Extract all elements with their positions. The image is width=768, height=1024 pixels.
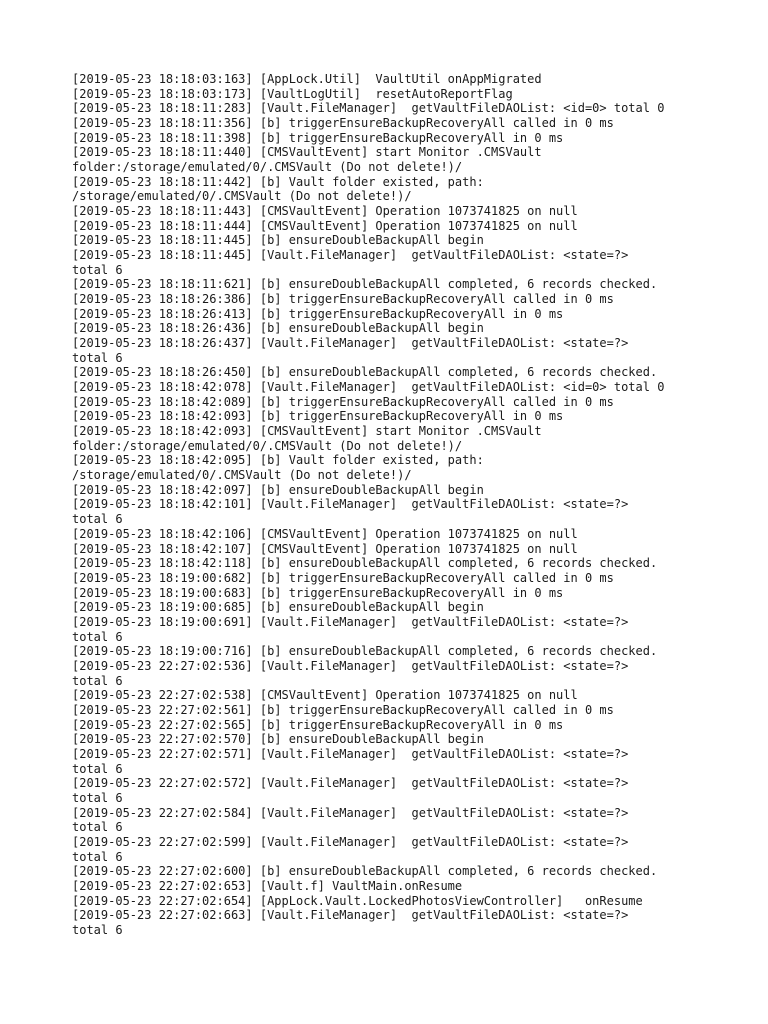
log-line: [2019-05-23 22:27:02:654] [AppLock.Vault.LockedPhotosViewController] onResume bbox=[72, 893, 643, 908]
log-line: total 6 bbox=[72, 673, 123, 688]
log-line: total 6 bbox=[72, 922, 123, 937]
log-line: [2019-05-23 18:18:42:107] [CMSVaultEvent] Operation 1073741825 on null bbox=[72, 541, 578, 556]
log-line: [2019-05-23 22:27:02:571] [Vault.FileManager] getVaultFileDAOList: <state=?> bbox=[72, 746, 629, 761]
log-line: [2019-05-23 18:18:03:163] [AppLock.Util] VaultUtil onAppMigrated bbox=[72, 72, 542, 86]
log-line: [2019-05-23 18:18:42:093] [CMSVaultEvent] start Monitor .CMSVault bbox=[72, 424, 542, 439]
log-line: [2019-05-23 18:18:42:118] [b] ensureDoubleBackupAll completed, 6 records checked. bbox=[72, 556, 658, 571]
log-line: total 6 bbox=[72, 849, 123, 864]
log-line: [2019-05-23 18:18:26:386] [b] triggerEnsureBackupRecoveryAll called in 0 ms bbox=[72, 292, 614, 307]
log-line: [2019-05-23 18:18:11:445] [Vault.FileManager] getVaultFileDAOList: <state=?> bbox=[72, 248, 629, 263]
log-line: [2019-05-23 22:27:02:565] [b] triggerEnsureBackupRecoveryAll in 0 ms bbox=[72, 717, 564, 732]
log-line: [2019-05-23 18:18:11:444] [CMSVaultEvent] Operation 1073741825 on null bbox=[72, 218, 578, 233]
log-line: /storage/emulated/0/.CMSVault (Do not delete!)/ bbox=[72, 189, 412, 204]
log-line: [2019-05-23 22:27:02:599] [Vault.FileManager] getVaultFileDAOList: <state=?> bbox=[72, 834, 629, 849]
log-line: [2019-05-23 18:18:26:413] [b] triggerEnsureBackupRecoveryAll in 0 ms bbox=[72, 306, 564, 321]
log-line: [2019-05-23 18:18:26:436] [b] ensureDoubleBackupAll begin bbox=[72, 321, 484, 336]
log-line: [2019-05-23 18:18:11:443] [CMSVaultEvent] Operation 1073741825 on null bbox=[72, 204, 578, 219]
log-line: total 6 bbox=[72, 820, 123, 835]
log-line: [2019-05-23 18:18:11:398] [b] triggerEnsureBackupRecoveryAll in 0 ms bbox=[72, 130, 564, 145]
log-line: total 6 bbox=[72, 629, 123, 644]
log-line: [2019-05-23 18:18:42:101] [Vault.FileManager] getVaultFileDAOList: <state=?> bbox=[72, 497, 629, 512]
log-line: [2019-05-23 18:19:00:691] [Vault.FileManager] getVaultFileDAOList: <state=?> bbox=[72, 614, 629, 629]
log-line: [2019-05-23 18:18:03:173] [VaultLogUtil] resetAutoReportFlag bbox=[72, 86, 513, 101]
log-line: [2019-05-23 22:27:02:570] [b] ensureDoubleBackupAll begin bbox=[72, 732, 484, 747]
log-document bbox=[72, 72, 712, 938]
log-line: [2019-05-23 22:27:02:561] [b] triggerEnsureBackupRecoveryAll called in 0 ms bbox=[72, 702, 614, 717]
log-line: total 6 bbox=[72, 761, 123, 776]
log-line: [2019-05-23 22:27:02:536] [Vault.FileManager] getVaultFileDAOList: <state=?> bbox=[72, 658, 629, 673]
log-line: [2019-05-23 18:18:42:089] [b] triggerEnsureBackupRecoveryAll called in 0 ms bbox=[72, 394, 614, 409]
log-line: [2019-05-23 18:18:11:356] [b] triggerEnsureBackupRecoveryAll called in 0 ms bbox=[72, 116, 614, 131]
log-line: [2019-05-23 18:18:42:078] [Vault.FileManager] getVaultFileDAOList: <id=0> total 0 bbox=[72, 380, 665, 395]
log-line: /storage/emulated/0/.CMSVault (Do not delete!)/ bbox=[72, 468, 412, 483]
log-line: [2019-05-23 18:18:26:437] [Vault.FileManager] getVaultFileDAOList: <state=?> bbox=[72, 336, 629, 351]
log-line: [2019-05-23 22:27:02:538] [CMSVaultEvent] Operation 1073741825 on null bbox=[72, 688, 578, 703]
log-line: [2019-05-23 18:18:42:093] [b] triggerEnsureBackupRecoveryAll in 0 ms bbox=[72, 409, 564, 424]
log-line: total 6 bbox=[72, 350, 123, 365]
log-line: [2019-05-23 22:27:02:653] [Vault.f] VaultMain.onResume bbox=[72, 878, 463, 893]
log-line: [2019-05-23 22:27:02:572] [Vault.FileManager] getVaultFileDAOList: <state=?> bbox=[72, 776, 629, 791]
log-line: [2019-05-23 18:18:11:440] [CMSVaultEvent] start Monitor .CMSVault bbox=[72, 145, 542, 160]
log-line: [2019-05-23 18:18:26:450] [b] ensureDoubleBackupAll completed, 6 records checked. bbox=[72, 365, 658, 380]
log-line: [2019-05-23 18:18:11:283] [Vault.FileManager] getVaultFileDAOList: <id=0> total 0 bbox=[72, 101, 665, 116]
log-line: [2019-05-23 18:19:00:682] [b] triggerEnsureBackupRecoveryAll called in 0 ms bbox=[72, 570, 614, 585]
log-line: [2019-05-23 22:27:02:600] [b] ensureDoubleBackupAll completed, 6 records checked. bbox=[72, 864, 658, 879]
log-line: [2019-05-23 18:19:00:716] [b] ensureDoubleBackupAll completed, 6 records checked. bbox=[72, 644, 658, 659]
log-line: [2019-05-23 18:18:11:445] [b] ensureDoubleBackupAll begin bbox=[72, 233, 484, 248]
log-line: total 6 bbox=[72, 790, 123, 805]
log-line: total 6 bbox=[72, 512, 123, 527]
log-line: folder:/storage/emulated/0/.CMSVault (Do not delete!)/ bbox=[72, 160, 463, 175]
log-line: [2019-05-23 18:19:00:683] [b] triggerEnsureBackupRecoveryAll in 0 ms bbox=[72, 585, 564, 600]
log-line: [2019-05-23 18:18:42:095] [b] Vault folder existed, path: bbox=[72, 453, 484, 468]
log-line: [2019-05-23 22:27:02:584] [Vault.FileManager] getVaultFileDAOList: <state=?> bbox=[72, 805, 629, 820]
log-line: total 6 bbox=[72, 262, 123, 277]
log-line: folder:/storage/emulated/0/.CMSVault (Do not delete!)/ bbox=[72, 438, 463, 453]
log-line: [2019-05-23 18:19:00:685] [b] ensureDoubleBackupAll begin bbox=[72, 600, 484, 615]
log-line: [2019-05-23 18:18:42:097] [b] ensureDoubleBackupAll begin bbox=[72, 482, 484, 497]
log-line: [2019-05-23 18:18:11:621] [b] ensureDoubleBackupAll completed, 6 records checked. bbox=[72, 277, 658, 292]
log-line: [2019-05-23 22:27:02:663] [Vault.FileManager] getVaultFileDAOList: <state=?> bbox=[72, 908, 629, 923]
log-line: [2019-05-23 18:18:11:442] [b] Vault folder existed, path: bbox=[72, 174, 484, 189]
log-line: [2019-05-23 18:18:42:106] [CMSVaultEvent] Operation 1073741825 on null bbox=[72, 526, 578, 541]
